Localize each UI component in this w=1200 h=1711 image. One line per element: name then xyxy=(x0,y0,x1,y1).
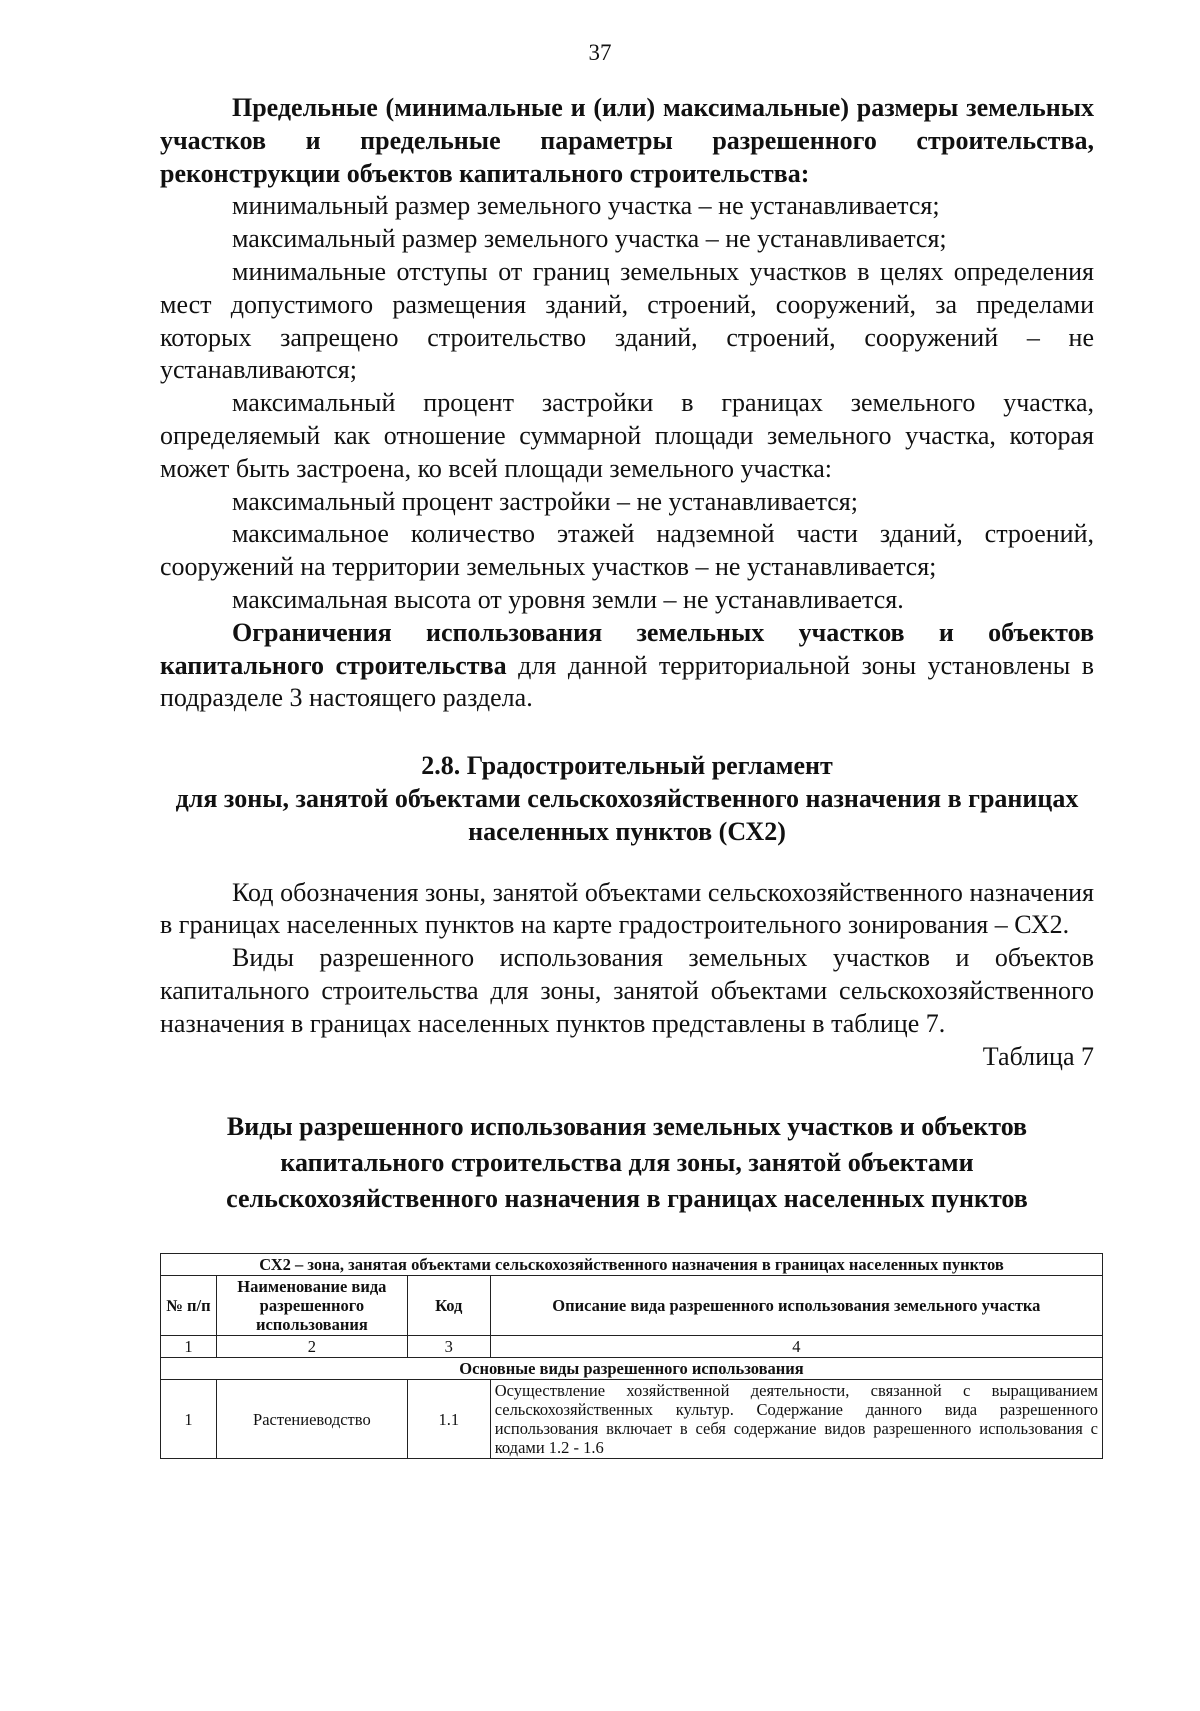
restrictions-rest: для данной территориальной зоны установлены в подразделе 3 настоящего раздела. xyxy=(160,650,1094,713)
limit-line-3: минимальные отступы от границ земельных участков в целях определения мест допустимого размещения зданий, строений, сооружений, за пределами которых запрещено строительство зданий, строений, сооружений – не устанавливаются; xyxy=(160,256,1094,385)
header-desc: Описание вида разрешенного использования земельного участка xyxy=(490,1276,1102,1336)
zone-code-paragraph: Код обозначения зоны, занятой объектами сельскохозяйственного назначения в границах населенных пунктов на карте градостроительного зонирования – СХ2. xyxy=(160,877,1094,940)
limits-heading: Предельные (минимальные и (или) максимальные) размеры земельных участков и предельные параметры разрешенного строительства, реконструкции объектов капитального строительства: xyxy=(160,93,1094,188)
column-number: 1 xyxy=(161,1336,217,1358)
table-row xyxy=(161,1380,1103,1459)
row-name: Растениеводство xyxy=(216,1380,407,1459)
column-number: 4 xyxy=(490,1336,1102,1358)
limit-line-1: минимальный размер земельного участка – не устанавливается; xyxy=(232,191,940,221)
table-header-row xyxy=(161,1276,1103,1336)
limit-line-7: максимальная высота от уровня земли – не устанавливается. xyxy=(232,584,904,614)
row-desc: Осуществление хозяйственной деятельности, связанной с выращиванием сельскохозяйственных культур. Содержание данного вида разрешенного использования включает в себя содержание видов разрешенного использования с кодами 1.2 - 1.6 xyxy=(490,1380,1102,1459)
page-content xyxy=(160,92,1098,1459)
section-title-line-2: для зоны, занятой объектами сельскохозяйственного назначения в границах населенных пунктов (СХ2) xyxy=(175,783,1079,846)
table-label: Таблица 7 xyxy=(982,1041,1094,1071)
row-code: 1.1 xyxy=(407,1380,490,1459)
column-number-row xyxy=(161,1336,1103,1358)
column-number: 3 xyxy=(407,1336,490,1358)
row-num: 1 xyxy=(161,1380,217,1459)
section-title-line-1: 2.8. Градостроительный регламент xyxy=(421,751,833,781)
header-num: № п/п xyxy=(161,1276,217,1336)
usage-types-paragraph: Виды разрешенного использования земельных участков и объектов капитального строительства для зоны, занятой объектами сельскохозяйственного назначения в границах населенных пунктов представлены в таблице 7. xyxy=(160,943,1094,1038)
header-name: Наименование вида разрешенного использования xyxy=(216,1276,407,1336)
limit-line-5: максимальный процент застройки – не устанавливается; xyxy=(232,486,858,516)
header-code: Код xyxy=(407,1276,490,1336)
group-label: Основные виды разрешенного использования xyxy=(161,1358,1103,1380)
page-number: 37 xyxy=(588,40,612,65)
group-row xyxy=(161,1358,1103,1380)
restrictions-bold: Ограничения использования земельных участков и объектов капитального строительства xyxy=(160,617,1094,680)
restrictions-paragraph xyxy=(160,617,1094,715)
section-title xyxy=(160,750,1094,848)
limit-line-4: максимальный процент застройки в границах земельного участка, определяемый как отношение суммарной площади земельного участка, которая может быть застроена, ко всей площади земельного участка: xyxy=(160,388,1094,483)
column-number: 2 xyxy=(216,1336,407,1358)
usage-table xyxy=(160,1253,1103,1459)
table-caption-row xyxy=(161,1254,1103,1276)
table-caption: СХ2 – зона, занятая объектами сельскохозяйственного назначения в границах населенных пунктов xyxy=(161,1254,1103,1276)
limit-line-6: максимальное количество этажей надземной части зданий, строений, сооружений на территории земельных участков – не устанавливается; xyxy=(160,519,1094,582)
limit-line-2: максимальный размер земельного участка – не устанавливается; xyxy=(232,224,947,254)
table-title: Виды разрешенного использования земельных участков и объектов капитального строительства для зоны, занятой объектами сельскохозяйственного назначения в границах населенных пунктов xyxy=(226,1112,1028,1214)
